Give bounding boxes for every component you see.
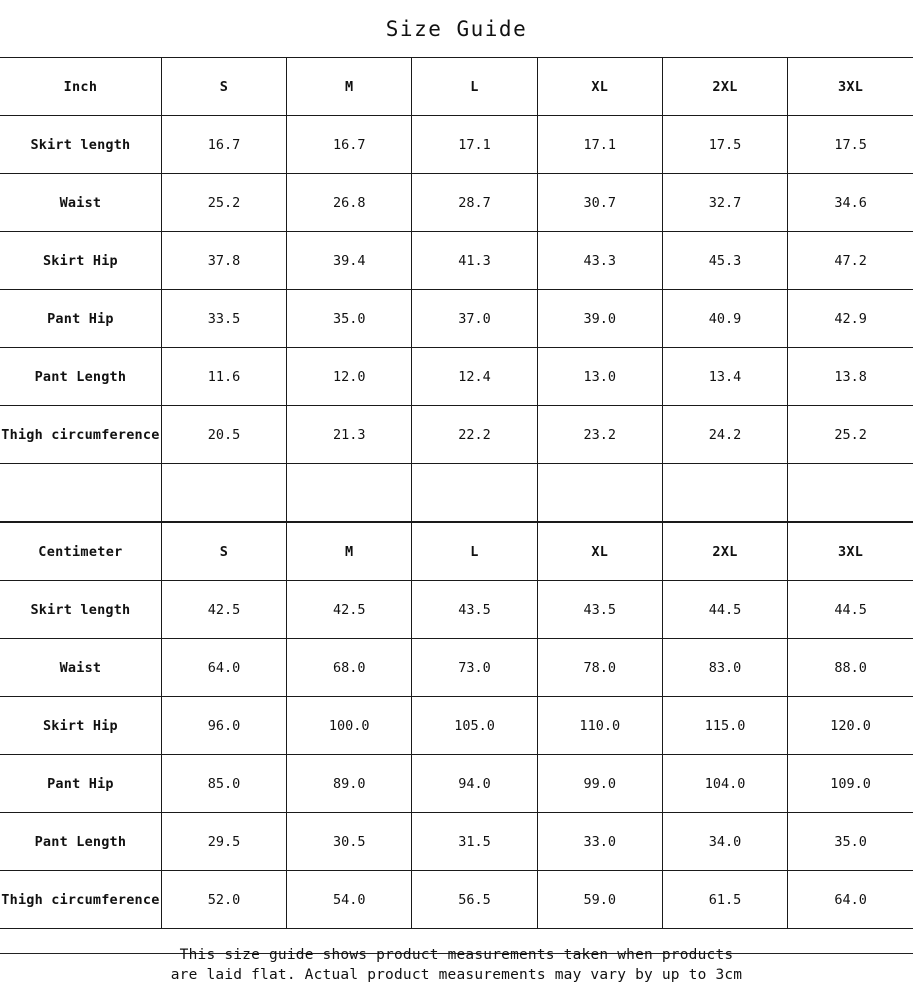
cell-value: 56.5	[412, 871, 537, 929]
cell-value: 25.2	[788, 406, 913, 464]
cell-value: 94.0	[412, 755, 537, 813]
cell-value: 29.5	[161, 813, 286, 871]
cell-value: 16.7	[287, 116, 412, 174]
size-table-centimeter	[0, 522, 913, 929]
footnote	[0, 929, 913, 995]
row-label: Waist	[0, 639, 161, 697]
cell-value: 20.5	[161, 406, 286, 464]
cell-value: 17.5	[788, 116, 913, 174]
cell-value: 22.2	[412, 406, 537, 464]
cell-value: 26.8	[287, 174, 412, 232]
cell-value: 52.0	[161, 871, 286, 929]
spacer-cell	[161, 464, 286, 522]
table-row	[0, 581, 913, 639]
cell-value: 23.2	[537, 406, 662, 464]
cell-value: 42.9	[788, 290, 913, 348]
footnote-line-1: This size guide shows product measurements taken when products	[179, 947, 734, 963]
row-label: Waist	[0, 174, 161, 232]
table-row	[0, 406, 913, 464]
cell-value: 39.4	[287, 232, 412, 290]
cell-value: 12.0	[287, 348, 412, 406]
cell-value: 33.0	[537, 813, 662, 871]
cell-value: 17.1	[412, 116, 537, 174]
cell-value: 105.0	[412, 697, 537, 755]
size-header-l: L	[412, 58, 537, 116]
table-row	[0, 697, 913, 755]
table-header-row	[0, 58, 913, 116]
cell-value: 33.5	[161, 290, 286, 348]
cell-value: 85.0	[161, 755, 286, 813]
row-label: Skirt length	[0, 116, 161, 174]
row-label: Skirt Hip	[0, 697, 161, 755]
cell-value: 104.0	[662, 755, 787, 813]
table-row	[0, 755, 913, 813]
size-header-2xl: 2XL	[662, 523, 787, 581]
size-header-l: L	[412, 523, 537, 581]
table-row	[0, 174, 913, 232]
cell-value: 31.5	[412, 813, 537, 871]
spacer-cell	[662, 464, 787, 522]
footnote-line-2: are laid flat. Actual product measurements may vary by up to 3cm	[170, 967, 743, 983]
unit-header: Inch	[0, 58, 161, 116]
cell-value: 39.0	[537, 290, 662, 348]
spacer-cell	[788, 464, 913, 522]
size-header-m: M	[287, 58, 412, 116]
cell-value: 30.7	[537, 174, 662, 232]
cell-value: 41.3	[412, 232, 537, 290]
table-row	[0, 116, 913, 174]
row-label: Skirt Hip	[0, 232, 161, 290]
page-title: Size Guide	[385, 17, 528, 41]
cell-value: 68.0	[287, 639, 412, 697]
cell-value: 13.4	[662, 348, 787, 406]
cell-value: 59.0	[537, 871, 662, 929]
cell-value: 24.2	[662, 406, 787, 464]
table-row	[0, 813, 913, 871]
spacer-cell	[0, 464, 161, 522]
cell-value: 37.8	[161, 232, 286, 290]
cell-value: 115.0	[662, 697, 787, 755]
size-header-3xl: 3XL	[788, 58, 913, 116]
cell-value: 11.6	[161, 348, 286, 406]
cell-value: 78.0	[537, 639, 662, 697]
cell-value: 83.0	[662, 639, 787, 697]
cell-value: 109.0	[788, 755, 913, 813]
row-label: Pant Hip	[0, 290, 161, 348]
cell-value: 32.7	[662, 174, 787, 232]
cell-value: 61.5	[662, 871, 787, 929]
table-row	[0, 290, 913, 348]
cell-value: 25.2	[161, 174, 286, 232]
cell-value: 34.0	[662, 813, 787, 871]
row-label: Pant Length	[0, 813, 161, 871]
row-label: Pant Hip	[0, 755, 161, 813]
cell-value: 110.0	[537, 697, 662, 755]
cell-value: 43.3	[537, 232, 662, 290]
cell-value: 28.7	[412, 174, 537, 232]
spacer-cell	[537, 464, 662, 522]
row-label: Thigh circumference	[0, 871, 161, 929]
cell-value: 47.2	[788, 232, 913, 290]
cell-value: 44.5	[788, 581, 913, 639]
cell-value: 73.0	[412, 639, 537, 697]
row-label: Thigh circumference	[0, 406, 161, 464]
size-header-xl: XL	[537, 523, 662, 581]
cell-value: 88.0	[788, 639, 913, 697]
cell-value: 64.0	[161, 639, 286, 697]
cell-value: 43.5	[537, 581, 662, 639]
cell-value: 54.0	[287, 871, 412, 929]
cell-value: 13.8	[788, 348, 913, 406]
cell-value: 89.0	[287, 755, 412, 813]
cell-value: 12.4	[412, 348, 537, 406]
row-label: Pant Length	[0, 348, 161, 406]
size-header-s: S	[161, 58, 286, 116]
spacer-cell	[412, 464, 537, 522]
size-table-inch	[0, 57, 913, 522]
size-header-m: M	[287, 523, 412, 581]
cell-value: 35.0	[287, 290, 412, 348]
cell-value: 99.0	[537, 755, 662, 813]
spacer-cell	[287, 464, 412, 522]
size-header-s: S	[161, 523, 286, 581]
size-header-2xl: 2XL	[662, 58, 787, 116]
size-header-3xl: 3XL	[788, 523, 913, 581]
cell-value: 44.5	[662, 581, 787, 639]
cell-value: 40.9	[662, 290, 787, 348]
cell-value: 37.0	[412, 290, 537, 348]
table-header-row	[0, 523, 913, 581]
table-row	[0, 348, 913, 406]
cell-value: 100.0	[287, 697, 412, 755]
cell-value: 64.0	[788, 871, 913, 929]
cell-value: 16.7	[161, 116, 286, 174]
cell-value: 34.6	[788, 174, 913, 232]
cell-value: 96.0	[161, 697, 286, 755]
table-row	[0, 871, 913, 929]
cell-value: 42.5	[161, 581, 286, 639]
cell-value: 21.3	[287, 406, 412, 464]
cell-value: 42.5	[287, 581, 412, 639]
cell-value: 17.5	[662, 116, 787, 174]
cell-value: 13.0	[537, 348, 662, 406]
table-spacer-row	[0, 464, 913, 522]
cell-value: 30.5	[287, 813, 412, 871]
cell-value: 120.0	[788, 697, 913, 755]
unit-header: Centimeter	[0, 523, 161, 581]
cell-value: 43.5	[412, 581, 537, 639]
cell-value: 45.3	[662, 232, 787, 290]
table-row	[0, 639, 913, 697]
cell-value: 17.1	[537, 116, 662, 174]
row-label: Skirt length	[0, 581, 161, 639]
table-row	[0, 232, 913, 290]
cell-value: 35.0	[788, 813, 913, 871]
size-header-xl: XL	[537, 58, 662, 116]
